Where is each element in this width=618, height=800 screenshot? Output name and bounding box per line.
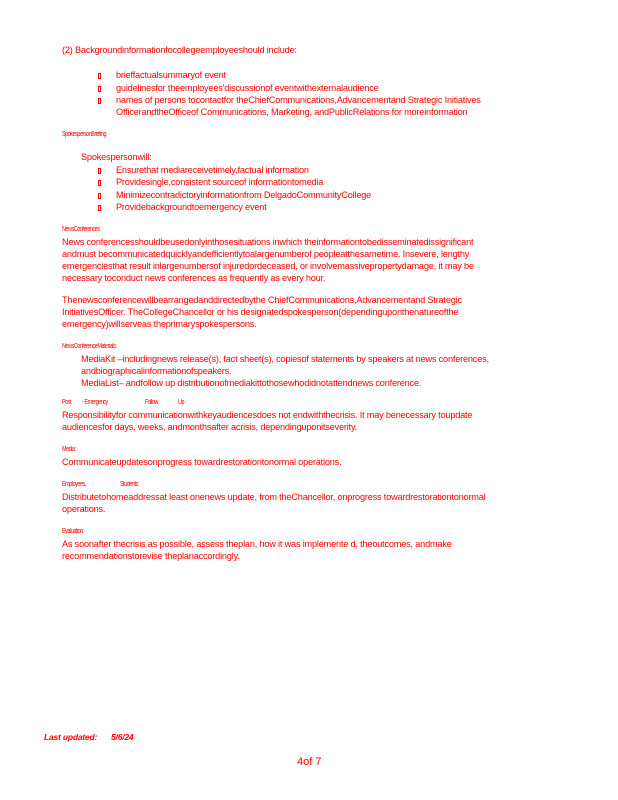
employees-heading-2: Students: [120, 481, 139, 488]
post-line-1: Responsibilityfor communicationwithkeyaudiencesdoes not endwiththecrisis. It may benecessary toupdate [62, 410, 473, 420]
bullet-icon [98, 94, 101, 106]
evaluation-line-1: As soonafter thecrisis as possible, assess theplan, how it was implemente d, theoutcomes, andmake [62, 539, 452, 549]
evaluation-heading: Evaluation: [62, 528, 84, 535]
evaluation-line-2: recommendationstorevise theplanaccordingly. [62, 551, 240, 561]
materials-line-1: MediaKit –includingnews release(s), fact sheet(s), copiesof statements by speakers at news conferences, [81, 354, 489, 364]
employees-heading-1: Employees, [62, 481, 86, 488]
news-p1-line-1: News conferencesshouldbeusedonlyinthosesituations inwhich theinformationtobedisseminatedissignificant [62, 237, 474, 247]
last-updated-label: Last updated: [44, 732, 98, 742]
news-p1-line-3: emergenciesthat result inlargenumbersof injuredordeceased, or involvemassivepropertydamage, it may be [62, 261, 474, 271]
spokesperson-bullet-1: Ensurethat mediareceivetimely,factual information [116, 165, 309, 175]
bullet-icon [98, 69, 101, 81]
employees-line-2: operations. [62, 504, 106, 514]
employees-line-1: Distributetohomeaddressat least onenews update, from theChancellor, onprogress towardrestorationtonormal [62, 492, 486, 502]
background-bullet-3: names of persons tocontactfor theChiefCommunications,Advancementand Strategic Initiatives [116, 95, 481, 105]
news-p2-line-2: InitiativesOfficer. TheCollegeChancellor or his designatedspokesperson(dependinguponthenatureofthe [62, 307, 459, 317]
spokesperson-lead: Spokespersonwill: [81, 152, 152, 162]
news-p1-line-4: necessary toconduct news conferences as frequently as every hour. [62, 273, 326, 283]
media-heading: Media: [62, 446, 76, 453]
background-bullet-1: brieffactualsummaryof event [116, 70, 226, 80]
post-heading-4: Up [178, 399, 185, 406]
materials-line-3: MediaList– andfollow up distributionofmediakittothosewhodidnotattendnews conference. [81, 378, 422, 388]
media-line: Communicateupdatesonprogress towardrestorationtonormal operations. [62, 457, 342, 467]
post-heading-2: - Emergency [82, 399, 108, 406]
bullet-icon [98, 164, 101, 176]
post-heading-3: Follow [145, 399, 158, 406]
spokesperson-bullet-3: Minimizecontradictoryinformationfrom DelgadoCommunityCollege [116, 190, 372, 200]
news-p2-line-3: emergency)willserveas theprimaryspokespersons. [62, 319, 257, 329]
bullet-icon [98, 189, 101, 201]
post-heading-1: Post [62, 399, 72, 406]
background-bullet-3-continued: OfficerandtheOfficeof Communications, Marketing, andPublicRelations for moreinformation [116, 107, 468, 117]
post-line-2: audiencesfor days, weeks, andmonthsafter acrisis, dependinguponitseverity. [62, 422, 358, 432]
news-conferences-heading: NewsConferences [62, 226, 100, 233]
bullet-icon [98, 82, 101, 94]
news-p1-line-2: andmust becommunicatedquicklyandefficientlytoalargenumberof peopleatthesametime. Insevere, lengthy [62, 249, 470, 259]
materials-heading: NewsConferenceMaterials: [62, 343, 117, 350]
materials-line-2: andbiographicalinformationofspeakers. [81, 366, 232, 376]
background-bullet-2: guidelinesfor theemployees'discussionof eventwithexternalaudience [116, 83, 379, 93]
bullet-icon [98, 176, 101, 188]
spokesperson-heading: SpokespersonBriefing [62, 131, 107, 138]
bullet-icon [98, 201, 101, 213]
last-updated-value: 5/6/24 [111, 732, 134, 742]
background-intro: (2) Backgroundinformationfocollegeemployeeshould include: [62, 45, 297, 55]
news-p2-line-1: Thenewsconferencewillbearrangedanddirectedbythe ChiefCommunications,Advancementand Strategic [62, 295, 462, 305]
page-number: 4of 7 [297, 756, 322, 768]
spokesperson-bullet-2: Providesingle,consistent sourceof informationtomedia [116, 177, 324, 187]
spokesperson-bullet-4: Providebackgroundtoemergency event [116, 202, 267, 212]
